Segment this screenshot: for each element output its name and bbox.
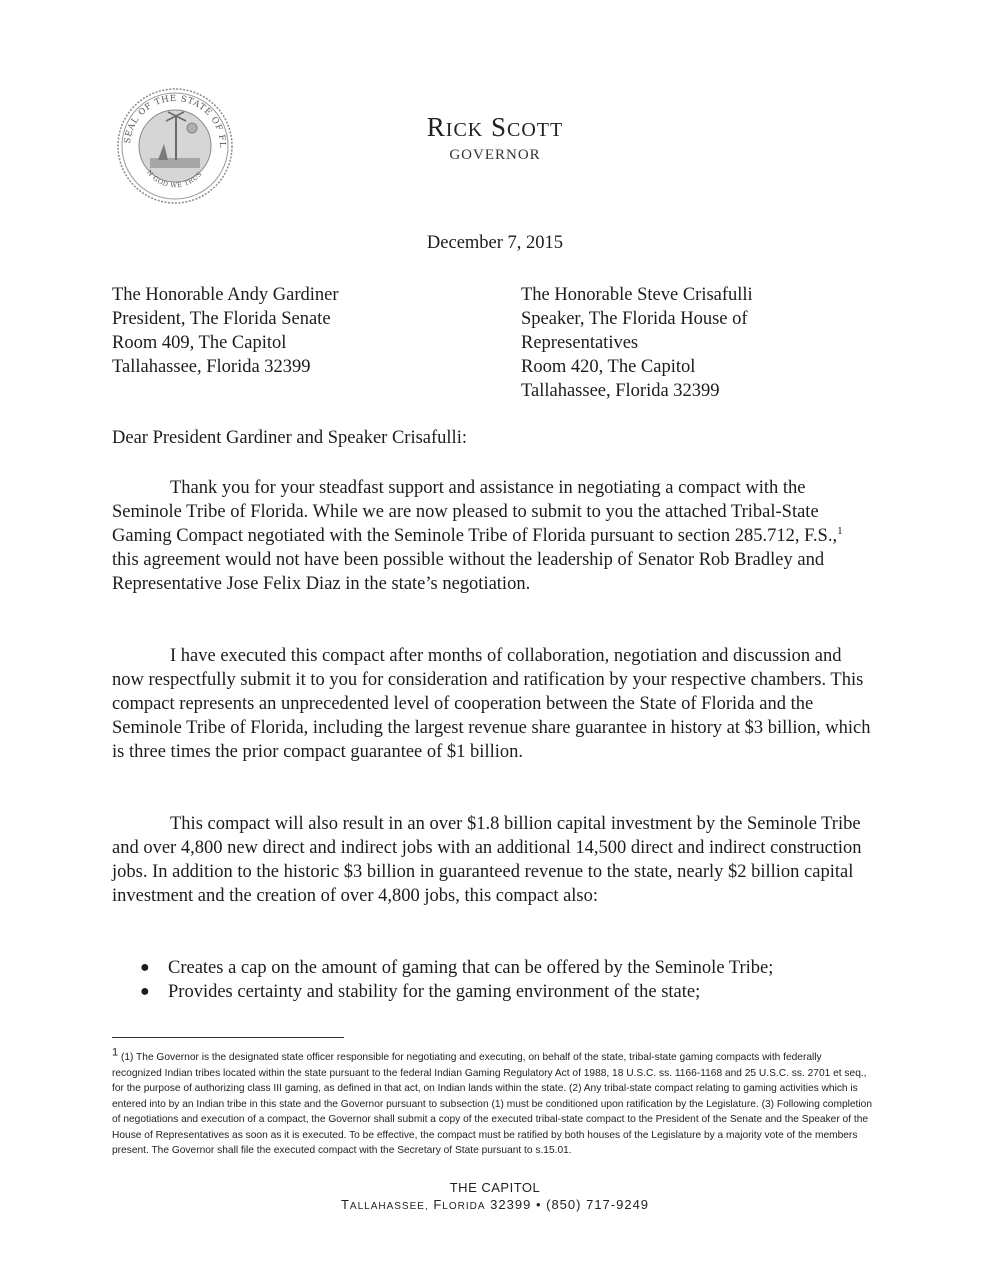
letter-footer [0,1180,990,1212]
name-initial-2: S [490,112,508,142]
paragraph-1 [112,476,872,596]
footnote-reference: 1 [837,524,843,537]
footnote-divider [112,1037,344,1038]
governor-name [330,112,660,145]
bullet-text: Provides certainty and stability for the gaming environment of the state; [168,982,701,1002]
bullet-text: Creates a cap on the amount of gaming that can be offered by the Seminole Tribe; [168,958,774,978]
recipient-right-line: Speaker, The Florida House of [521,309,748,329]
recipient-right-line: The Honorable Steve Crisafulli [521,285,753,305]
footnote-text: (1) The Governor is the designated state officer responsible for negotiating and executing, on behalf of the state, tribal-state gaming compacts with federally recognized Indian tribes located within the state pursuant to the federal Indian Gaming Regulatory Act of 1988, 18 U.S.C. ss. 1166-1168 and 25 U.S.C. ss. 2701 et seq., for the purpose of authorizing class III gaming, as defined in that act, on Indian lands within the state. (2) Any tribal-state compact relating to gaming activities which is entered into by an Indian tribe in this state and the Governor pursuant to subsection (1) must be conditioned upon ratification by the Legislature. (3) Following completion of negotiations and execution of a compact, the Governor shall submit a copy of the executed tribal-state compact to the President of the Senate and the Speaker of the House of Representatives as soon as it is executed. To be effective, the compact must be ratified by both houses of the Legislature by a majority vote of the members present. The Governor shall file the executed compact with the Secretary of State pursuant to s.15.01. [112,1052,872,1156]
letter-date: December 7, 2015 [426,233,564,253]
governor-title: GOVERNOR [449,147,541,163]
paragraph-3 [112,812,872,908]
paragraph-2-text: I have executed this compact after months of collaboration, negotiation and discussion and now respectfully submit it to you for consideration and ratification by your respective chambers. This compact represents an unprecedented level of cooperation between the State of Florida and the Seminole Tribe of Florida, including the largest revenue share guarantee in history at $3 billion, which is three times the prior compact guarantee of $1 billion. [112,646,871,762]
footer-state-rest: LORIDA [442,1201,486,1212]
name-rest-1: ICK [445,119,484,141]
recipient-right-line: Representatives [521,333,639,353]
recipient-left [112,283,339,379]
footnote [112,1046,872,1159]
recipient-right-line: Room 420, The Capitol [521,357,696,377]
recipient-left-line: President, The Florida Senate [112,309,331,329]
name-initial-1: R [426,112,446,142]
paragraph-1-text: Thank you for your steadfast support and assistance in negotiating a compact with the Seminole Tribe of Florida. While we are now pleased to submit to you the attached Tribal-State Gaming Compact negotiated with the Seminole Tribe of Florida pursuant to section 285.712, F.S., [112,478,838,546]
footer-phone: (850) 717-9249 [546,1197,650,1212]
paragraph-1-text-continued: this agreement would not have been possible without the leadership of Senator Rob Bradley and Representative Jose Felix Diaz in the state’s negotiation. [112,550,825,594]
recipient-right [521,283,753,403]
footer-state-initial: F [433,1197,443,1212]
recipient-left-line: Room 409, The Capitol [112,333,287,353]
footer-address [0,1197,990,1212]
list-item [140,980,880,1004]
recipient-left-line: Tallahassee, Florida 32399 [112,357,311,377]
footnote-marker: 1 [112,1046,119,1059]
footer-separator: • [535,1197,542,1212]
seal-bottom-text: N GOD WE TRUS [145,168,204,190]
bullet-icon: ● [140,959,150,976]
paragraph-2 [112,644,872,764]
footer-zip: 32399 [490,1197,532,1212]
bullet-icon: ● [140,983,150,1000]
recipient-left-line: The Honorable Andy Gardiner [112,285,339,305]
paragraph-3-text: This compact will also result in an over $1.8 billion capital investment by the Seminole Tribe and over 4,800 new direct and indirect jobs with an additional 14,500 direct and indirect construction jobs. In addition to the historic $3 billion in guaranteed revenue to the state, nearly $2 billion capital investment and the creation of over 4,800 jobs, this compact also: [112,814,862,906]
letterhead [330,112,660,164]
recipient-right-line: Tallahassee, Florida 32399 [521,381,720,401]
salutation: Dear President Gardiner and Speaker Crisafulli: [112,428,467,448]
list-item [140,956,880,980]
state-seal [110,86,240,206]
footer-city-initial: T [340,1197,350,1212]
footer-city-rest: ALLAHASSEE, [349,1201,429,1212]
name-rest-2: COTT [507,119,564,141]
seal-top-text: SEAL OF THE STATE OF FL [122,93,228,149]
footer-capitol: THE CAPITOL [449,1180,541,1195]
bullet-list [140,956,880,1004]
